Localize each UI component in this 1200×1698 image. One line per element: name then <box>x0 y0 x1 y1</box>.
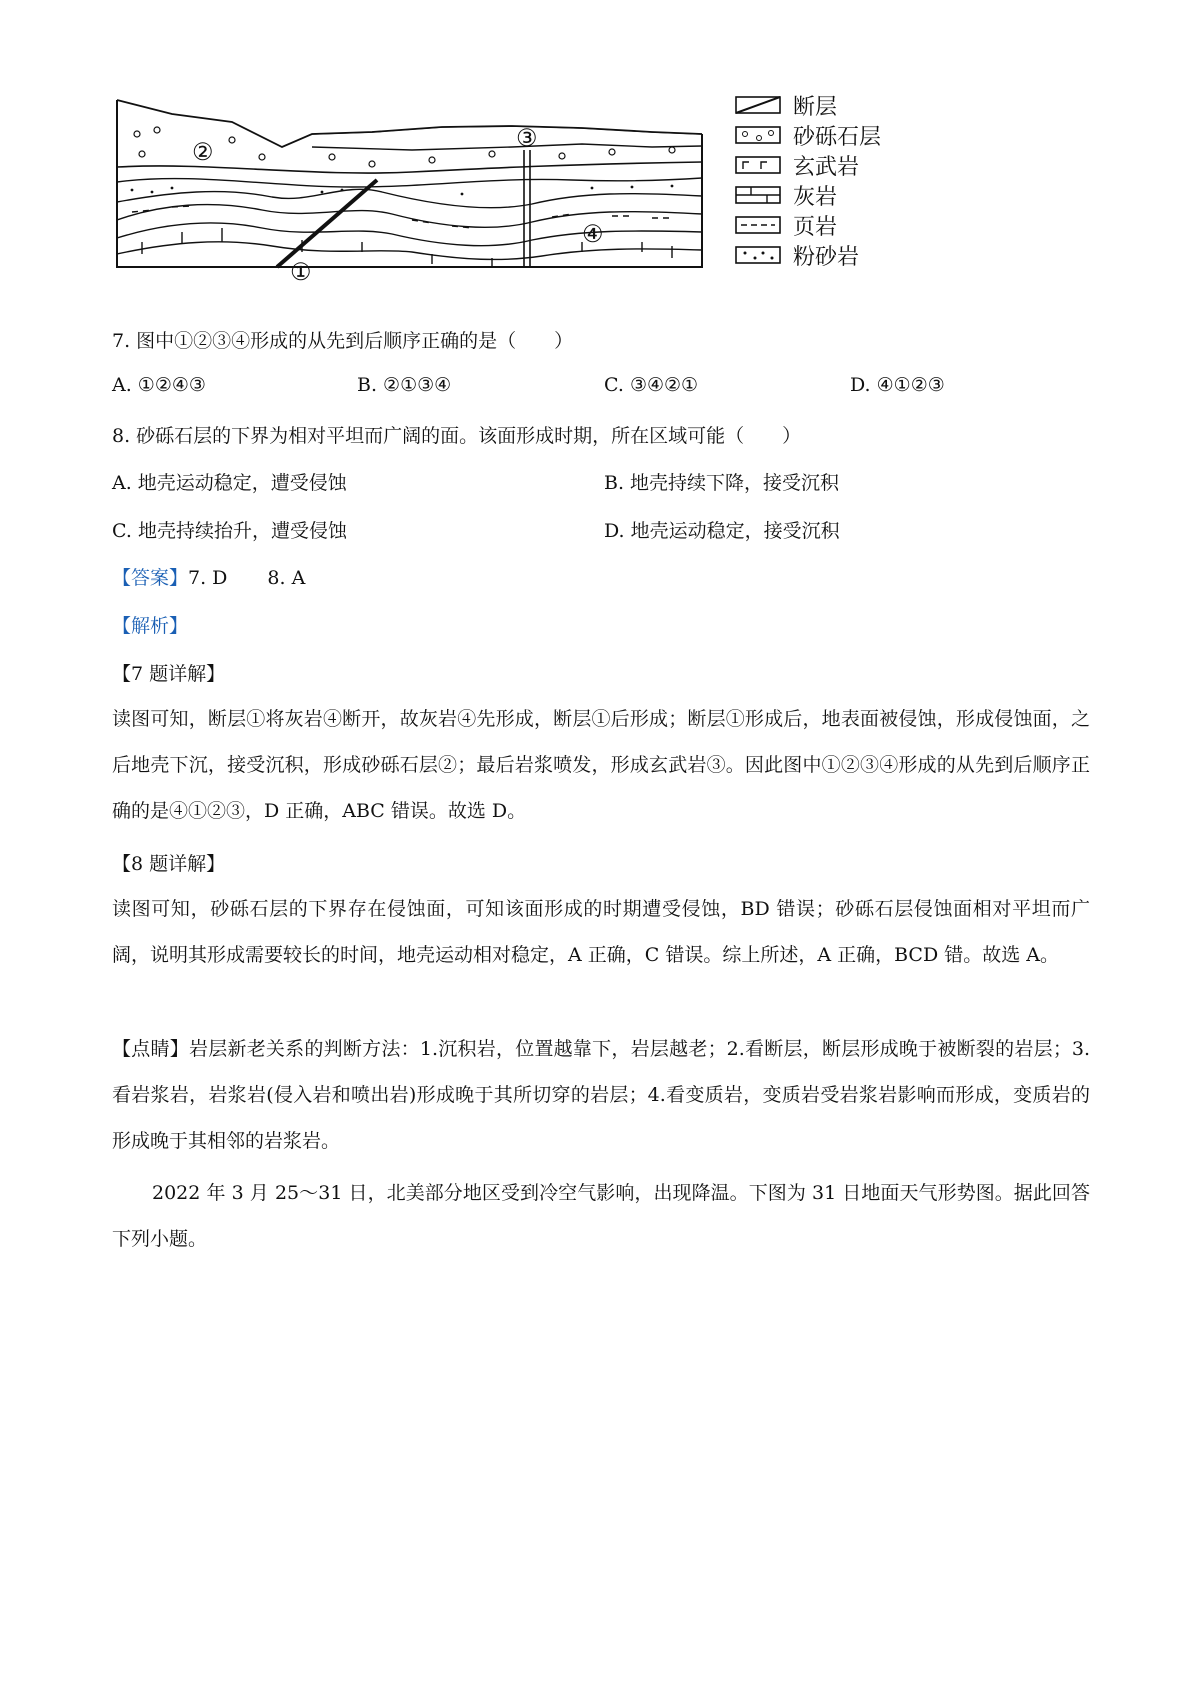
q7-option-a[interactable]: A. ①②④③ <box>112 374 206 396</box>
analysis-tag: 【解析】 <box>112 615 189 637</box>
q7-stem: 7. 图中①②③④形成的从先到后顺序正确的是（ ） <box>112 330 574 352</box>
q7-option-c[interactable]: C. ③④②① <box>604 374 699 396</box>
q8-stem: 8. 砂砾石层的下界为相对平坦而广阔的面。该面形成时期，所在区域可能（ ） <box>112 425 802 447</box>
detail7-text: 读图可知，断层①将灰岩④断开，故灰岩④先形成，断层①后形成；断层①形成后，地表面被侵蚀，形成侵蚀面，之后地壳下沉，接受沉积，形成砂砾石层②；最后岩浆喷发，形成玄武岩③。因此图中①②③④形成的从先到后顺序正确的是④①②③，D 正确，ABC 错误。故选 D。 <box>112 708 1090 822</box>
marker-3: ③ <box>516 124 538 152</box>
fault-swatch-icon <box>735 96 781 114</box>
tip-paragraph <box>112 1026 1090 1164</box>
marker-2: ② <box>192 138 214 166</box>
siltstone-swatch-icon <box>735 246 781 264</box>
marker-1: ① <box>290 258 312 282</box>
tip-text: 岩层新老关系的判断方法：1.沉积岩，位置越靠下，岩层越老；2.看断层，断层形成晚于被断裂的岩层；3.看岩浆岩，岩浆岩(侵入岩和喷出岩)形成晚于其所切穿的岩层；4.看变质岩，变质岩受岩浆岩影响而形成，变质岩的形成晚于其相邻的岩浆岩。 <box>112 1038 1090 1152</box>
legend-label: 玄武岩 <box>793 154 860 180</box>
legend-item-limestone <box>735 180 881 210</box>
detail8-text: 读图可知，砂砾石层的下界存在侵蚀面，可知该面形成的时期遭受侵蚀，BD 错误；砂砾石层侵蚀面相对平坦而广阔，说明其形成需要较长的时间，地壳运动相对稳定，A 正确，C 错误。综上所述，A 正确，BCD 错。故选 A。 <box>112 898 1090 966</box>
q8-option-d[interactable]: D. 地壳运动稳定，接受沉积 <box>604 520 840 542</box>
legend-label: 灰岩 <box>793 184 838 210</box>
q7-option-b[interactable]: B. ②①③④ <box>357 374 452 396</box>
detail8-heading: 【8 题详解】 <box>112 853 226 875</box>
q8-option-b[interactable]: B. 地壳持续下降，接受沉积 <box>604 472 840 494</box>
basalt-swatch-icon <box>735 156 781 174</box>
q7-option-d[interactable]: D. ④①②③ <box>850 374 945 396</box>
marker-4: ④ <box>582 220 604 248</box>
legend-item-fault <box>735 90 881 120</box>
legend-item-siltstone <box>735 240 881 270</box>
answer-line <box>112 563 305 590</box>
legend-label: 砂砾石层 <box>793 124 882 150</box>
legend-item-shale <box>735 210 881 240</box>
tip-tag: 【点睛】 <box>112 1038 189 1060</box>
legend-item-gravel <box>735 120 881 150</box>
legend-label: 断层 <box>793 94 838 120</box>
answer-8: 8. A <box>267 567 306 589</box>
q8-option-a[interactable]: A. 地壳运动稳定，遭受侵蚀 <box>112 472 347 494</box>
q8-option-c[interactable]: C. 地壳持续抬升，遭受侵蚀 <box>112 520 347 542</box>
shale-swatch-icon <box>735 216 781 234</box>
figure-legend <box>735 90 881 270</box>
legend-item-basalt <box>735 150 881 180</box>
answer-tag: 【答案】 <box>112 567 189 589</box>
legend-label: 页岩 <box>793 214 838 240</box>
intro-paragraph: 2022 年 3 月 25～31 日，北美部分地区受到冷空气影响，出现降温。下图为 31 日地面天气形势图。据此回答下列小题。 <box>112 1182 1090 1250</box>
legend-label: 粉砂岩 <box>793 244 860 270</box>
limestone-swatch-icon <box>735 186 781 204</box>
gravel-swatch-icon <box>735 126 781 144</box>
answer-7: 7. D <box>188 567 228 589</box>
detail7-heading: 【7 题详解】 <box>112 663 226 685</box>
